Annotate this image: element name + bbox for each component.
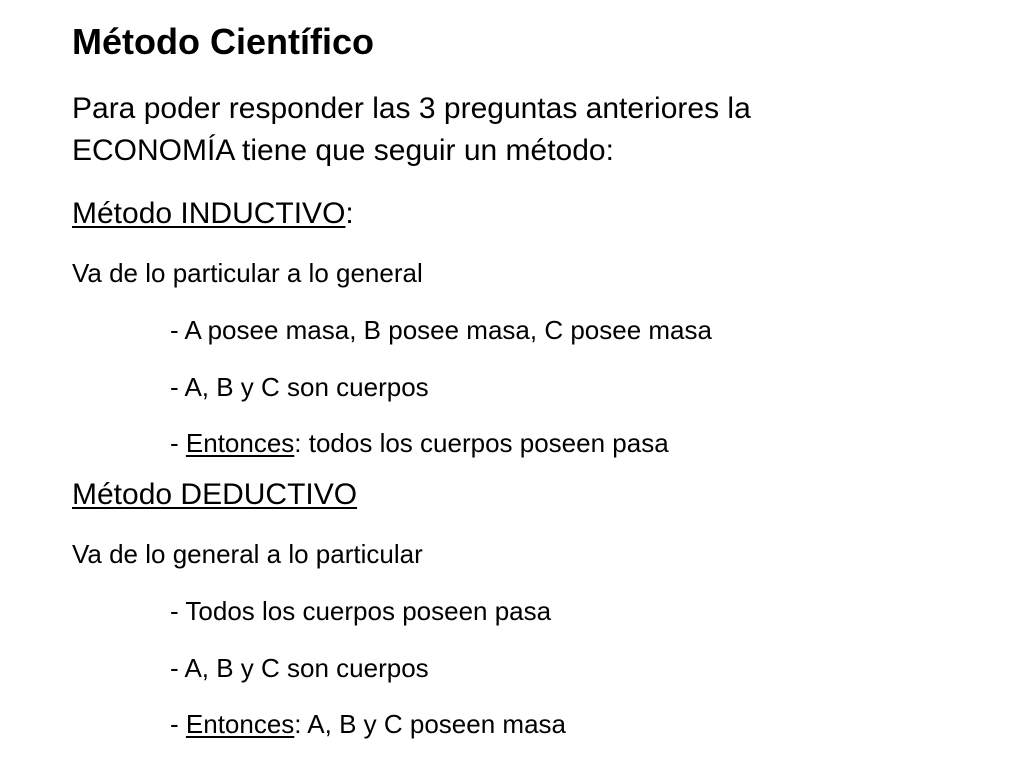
slide-title: Método Científico [72,21,374,62]
inductivo-conclusion-rest: : todos los cuerpos poseen pasa [294,428,669,458]
deductivo-description: Va de lo general a lo particular [72,539,423,569]
inductivo-conclusion [170,430,669,456]
inductivo-item-2: - A, B y C son cuerpos [170,372,429,402]
deductivo-conclusion [170,711,566,737]
deductivo-item-1: - Todos los cuerpos poseen pasa [170,596,552,626]
deductivo-item-2: - A, B y C son cuerpos [170,653,429,683]
intro-line-1: Para poder responder las 3 preguntas anteriores la [72,92,751,125]
inductivo-description: Va de lo particular a lo general [72,258,423,288]
inductivo-heading-colon: : [345,197,354,230]
deductivo-heading [72,480,357,510]
deductivo-conclusion-rest: : A, B y C poseen masa [294,709,566,739]
deductivo-conclusion-prefix: - [170,709,186,739]
inductivo-heading [72,199,354,229]
inductivo-conclusion-prefix: - [170,428,186,458]
intro-line-2: ECONOMÍA tiene que seguir un método: [72,134,614,167]
inductivo-heading-text: Método INDUCTIVO [72,197,346,230]
inductivo-item-1: - A posee masa, B posee masa, C posee masa [170,315,712,345]
deductivo-heading-text: Método DEDUCTIVO [72,478,358,511]
deductivo-conclusion-keyword: Entonces [185,709,295,739]
inductivo-conclusion-keyword: Entonces [185,428,295,458]
